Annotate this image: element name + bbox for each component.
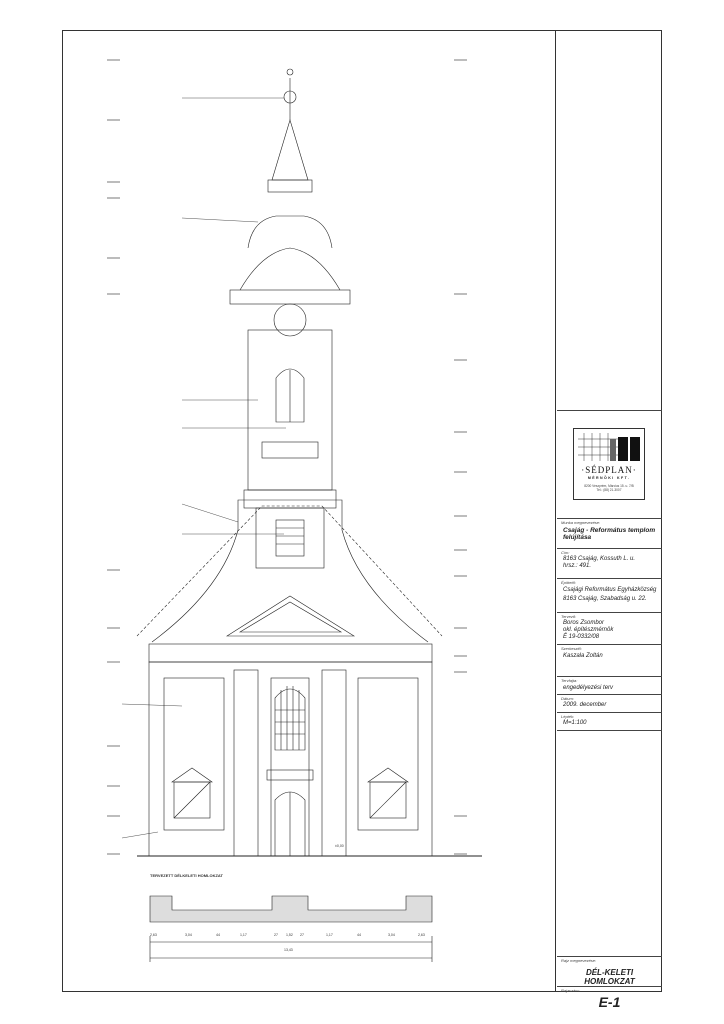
door-level: ±0,00: [335, 844, 344, 848]
level-markers-left: [107, 60, 120, 854]
clock-face: [274, 304, 306, 336]
date-value: 2009. december: [563, 702, 607, 708]
date-label: Dátum:: [561, 696, 574, 701]
dim-6: 27: [300, 933, 304, 937]
client-line2: 8163 Csajág, Szabadság u. 22.: [563, 596, 647, 602]
designer-line3: É 19-0332/08: [563, 634, 600, 640]
phase-value: engedélyezési terv: [563, 685, 614, 691]
drawing-caption: TERVEZETT DÉLKELETI HOMLOKZAT: [150, 873, 223, 878]
sheet-label: Rajz megnevezése:: [561, 958, 597, 963]
dim-9: 3,04: [388, 933, 395, 937]
pilaster-left: [234, 670, 258, 856]
client-label: Építtető:: [561, 580, 576, 585]
designer-line2: okl. építészmérnök: [563, 627, 614, 633]
sheet-title: DÉL-KELETI HOMLOKZAT: [584, 968, 635, 986]
elevation-drawing: [62, 30, 556, 992]
nave-body: [149, 662, 432, 856]
cornice-band: [149, 644, 432, 662]
tower-lower: [256, 508, 324, 568]
sheet-no-label: Rajzszám:: [561, 988, 580, 993]
designer-label: Tervező:: [561, 614, 577, 619]
level-markers-right: [454, 60, 467, 854]
title-block: [557, 30, 662, 1010]
scale-label: Lépték:: [561, 714, 575, 719]
dome-upper: [248, 216, 332, 248]
drafter-value: Kaszala Zoltán: [563, 653, 603, 659]
dim-7: 1,17: [326, 933, 333, 937]
dim-5: 1,52: [286, 933, 293, 937]
dim-10: 2,63: [418, 933, 425, 937]
pilaster-right: [322, 670, 346, 856]
main-window: [275, 689, 305, 750]
sheet-number: E-1: [598, 994, 621, 1010]
drafter-label: Szerkesztő:: [561, 646, 582, 651]
door-cornice: [267, 770, 313, 780]
address-line2: hrsz.: 491.: [563, 563, 592, 569]
project-value: Csajág - Református templom felújítása: [563, 527, 656, 541]
dim-4: 27: [274, 933, 278, 937]
left-window-pediment: [172, 768, 212, 782]
dim-1: 3,04: [185, 933, 192, 937]
tower-cornice: [230, 290, 350, 304]
plan-strip: [150, 896, 432, 922]
client-line1: Csajági Református Egyházközség: [563, 587, 657, 593]
project-label: Munka megnevezése:: [561, 520, 601, 525]
dim-2: 44: [216, 933, 220, 937]
leader-lines: [122, 98, 286, 838]
right-wall-panel: [358, 678, 418, 830]
company-sub: MÉRNÖKI KFT.: [587, 476, 631, 480]
logo-grid-icon: [574, 429, 646, 465]
dim-8: 44: [357, 933, 361, 937]
designer-line1: Boros Zsombor: [563, 620, 605, 626]
tower-dome: [240, 248, 340, 290]
company-logo: [573, 428, 645, 500]
dim-3: 1,17: [240, 933, 247, 937]
gable-curve: [152, 500, 428, 642]
company-addr: 8200 Veszprém, Március 15. u. 7/B Tel.: (88) 21-3007: [584, 484, 634, 492]
scale-value: M=1:100: [563, 720, 587, 726]
address-line1: 8163 Csajág, Kossuth L. u.: [563, 556, 636, 562]
left-wall-panel: [164, 678, 224, 830]
lantern: [268, 180, 312, 192]
spire: [272, 120, 308, 180]
total-dimension: 13,43: [284, 948, 293, 952]
spire-star: [287, 69, 293, 75]
company-name: ·SÉDPLAN·: [581, 465, 637, 475]
tower-vent: [276, 520, 304, 556]
right-window-pediment: [368, 768, 408, 782]
dim-0: 2,63: [150, 933, 157, 937]
phase-label: Tervfajta:: [561, 678, 578, 683]
address-label: Cím:: [561, 550, 570, 555]
tower-base: [244, 490, 336, 508]
